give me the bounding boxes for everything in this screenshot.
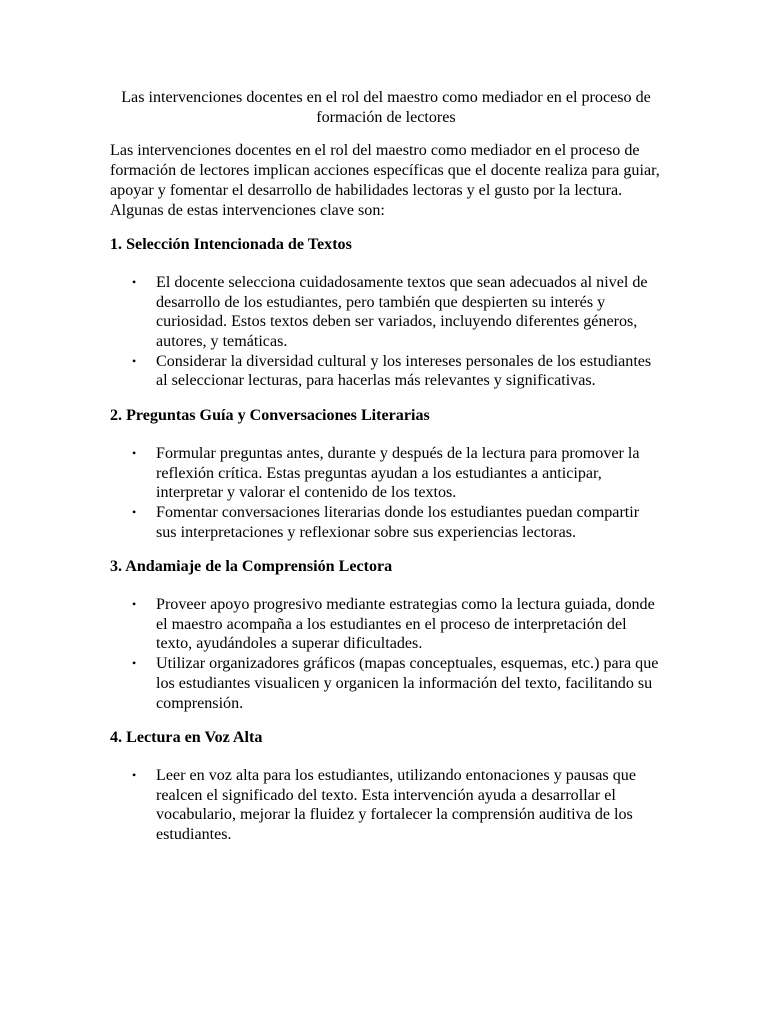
list-item-text: Proveer apoyo progresivo mediante estrategias como la lectura guiada, donde el maestro acompaña a los estudiantes en el proceso de interpretación del texto, ayudándoles a superar dificultades. [156, 596, 655, 653]
bullet-icon: • [132, 597, 137, 612]
list-item [110, 503, 662, 542]
section-heading: 3. Andamiaje de la Comprensión Lectora [110, 558, 393, 576]
bullet-list [110, 444, 662, 543]
list-item-text: Considerar la diversidad cultural y los intereses personales de los estudiantes al seleccionar lecturas, para hacerlas más relevantes y significativas. [156, 352, 652, 390]
list-item [110, 444, 662, 503]
section-2 [110, 406, 662, 542]
section-heading: 1. Selección Intencionada de Textos [110, 236, 352, 254]
bullet-list [110, 273, 662, 391]
list-item-text: Utilizar organizadores gráficos (mapas conceptuales, esquemas, etc.) para que los estudiantes visualicen y organicen la información del texto, facilitando su comprensión. [156, 655, 659, 712]
section-heading: 4. Lectura en Voz Alta [110, 729, 263, 747]
intro-paragraph: Las intervenciones docentes en el rol del maestro como mediador en el proceso de formación de lectores implican acciones específicas que el docente realiza para guiar, apoyar y fomentar el desarrollo de habilidades lectoras y el gusto por la lectura. Algunas de estas intervenciones clave son: [110, 142, 660, 219]
section-3 [110, 557, 662, 713]
document-title: Las intervenciones docentes en el rol del maestro como mediador en el proceso de formación de lectores [121, 89, 651, 126]
list-item [110, 352, 662, 391]
list-item-text: Fomentar conversaciones literarias donde los estudiantes puedan compartir sus interpretaciones y reflexionar sobre sus experiencias lectoras. [156, 503, 640, 541]
list-item-text: El docente selecciona cuidadosamente textos que sean adecuados al nivel de desarrollo de los estudiantes, pero también que despierten su interés y curiosidad. Estos textos deben ser variados, incluyendo diferentes géneros, autores, y temáticas. [156, 273, 648, 351]
list-item [110, 766, 662, 845]
bullet-icon: • [132, 656, 137, 671]
list-item-text: Formular preguntas antes, durante y después de la lectura para promover la reflexión crítica. Estas preguntas ayudan a los estudiantes a anticipar, interpretar y valorar el contenido de los textos. [156, 444, 640, 502]
bullet-icon: • [132, 353, 137, 368]
bullet-icon: • [132, 445, 137, 460]
section-1 [110, 235, 662, 391]
bullet-list [110, 595, 662, 713]
bullet-icon: • [132, 504, 137, 519]
document-page [110, 88, 662, 860]
bullet-list [110, 766, 662, 845]
list-item [110, 654, 662, 713]
list-item-text: Leer en voz alta para los estudiantes, utilizando entonaciones y pausas que realcen el significado del texto. Esta intervención ayuda a desarrollar el vocabulario, mejorar la fluidez y fortalecer la comprensión auditiva de los estudiantes. [156, 766, 636, 844]
bullet-icon: • [132, 767, 137, 782]
section-heading: 2. Preguntas Guía y Conversaciones Literarias [110, 407, 430, 425]
list-item [110, 273, 662, 352]
list-item [110, 595, 662, 654]
bullet-icon: • [132, 274, 137, 289]
section-4 [110, 728, 662, 845]
